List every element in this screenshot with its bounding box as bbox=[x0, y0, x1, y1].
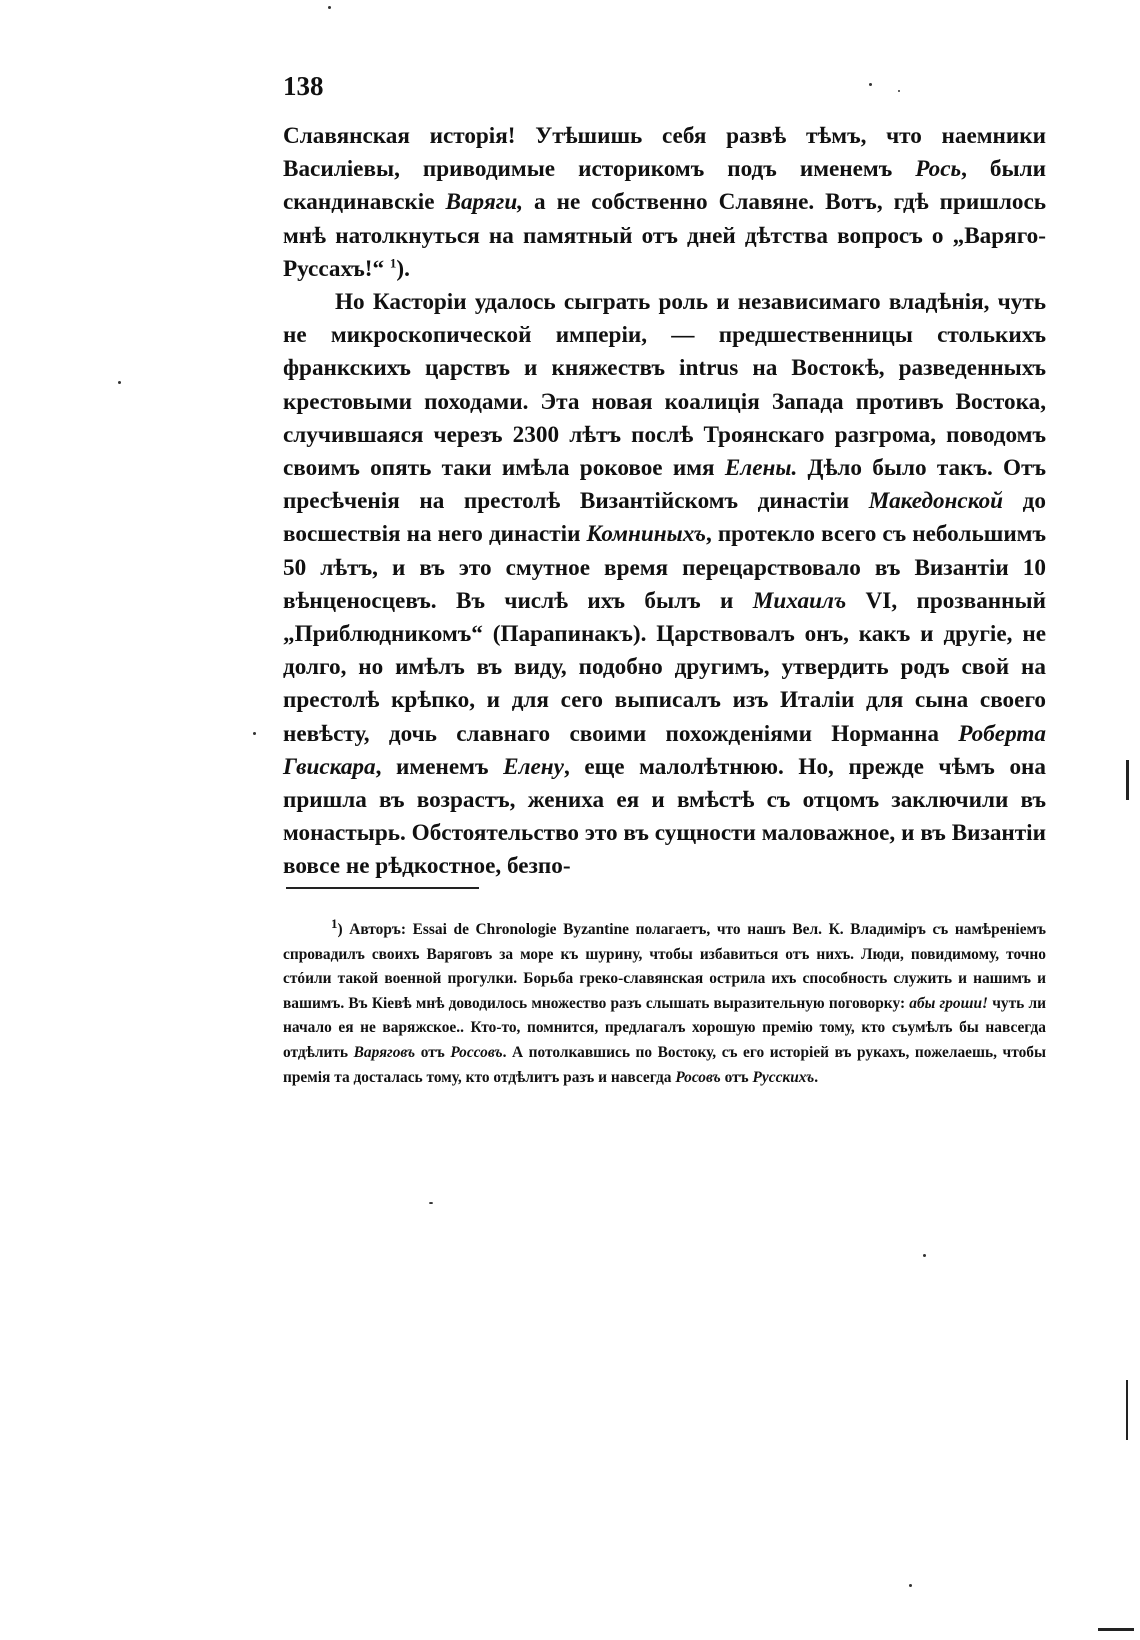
scan-speck bbox=[923, 1254, 926, 1257]
text-run: , именемъ bbox=[375, 753, 504, 780]
italic-text: Русскихъ bbox=[752, 1068, 815, 1086]
italic-text: Рось bbox=[915, 156, 962, 183]
paragraph-2 bbox=[283, 286, 1046, 884]
text-run: VI, прозванный „Приблюдникомъ“ (Парапинакъ). Царствовалъ онъ, какъ и другіе, не долго, но имѣлъ въ виду, подобно другимъ, утвердить родъ свой на престолѣ крѣпко, и для сего выписалъ изъ Италіи для сына своего невѣсту, дочь славнаго своими похожденіями Норманна bbox=[283, 587, 1046, 747]
text-run: , еще малолѣтнюю. Но, прежде чѣмъ она пришла въ возрастъ, жениха ея и вмѣстѣ съ отцомъ заключили въ монастырь. Обстоятельство это въ сущности маловажное, и въ Византіи вовсе не рѣдкостное, безпо- bbox=[283, 753, 1046, 880]
text-run: до восшествія на него династіи bbox=[283, 488, 1046, 548]
italic-text: Варяги, bbox=[445, 189, 524, 216]
scan-speck bbox=[869, 83, 872, 86]
italic-text: Росовъ bbox=[675, 1068, 721, 1086]
text-run: , были скандинавскіе bbox=[283, 156, 1046, 216]
scan-speck bbox=[253, 732, 256, 735]
scan-edge-line bbox=[1126, 1380, 1128, 1440]
scan-speck bbox=[118, 381, 121, 384]
italic-text: Македонской bbox=[868, 488, 1004, 515]
text-run: отъ bbox=[415, 1043, 451, 1061]
text-run: а не собственно Славяне. Вотъ, гдѣ пришлось мнѣ натолкнуться на памятный отъ дней дѣтства вопросъ о „Варяго-Руссахъ!“ bbox=[283, 189, 1046, 282]
footnote-rule bbox=[286, 887, 479, 889]
text-run: чуть ли начало ея не варяжское.. Кто-то, помнится, предлагалъ хорошую премію тому, кто съумѣлъ бы навсегда отдѣлить bbox=[283, 994, 1047, 1061]
italic-text: Россовъ bbox=[450, 1043, 503, 1061]
scan-speck bbox=[898, 90, 900, 92]
footnote-text bbox=[283, 915, 1047, 1090]
footnote-ref: 1 bbox=[331, 915, 338, 931]
italic-text: абы гроши! bbox=[909, 994, 989, 1012]
italic-text: Елены. bbox=[724, 455, 798, 482]
page-number: 138 bbox=[283, 71, 324, 101]
italic-text: Михаилъ bbox=[752, 587, 847, 614]
text-run: . bbox=[814, 1068, 819, 1086]
scan-edge-line bbox=[1098, 1628, 1134, 1631]
text-run: Но Касторіи удалось сыграть роль и независимаго владѣнія, чуть не микроскопической имперіи, — предшественницы столькихъ франкскихъ царствъ и княжествъ intrus на Востокѣ, разведенныхъ крестовыми походами. Эта новая коалиція Запада противъ Востока, случившаяся черезъ 2300 лѣтъ послѣ Троянскаго разгрома, поводомъ своимъ опять таки имѣла роковое имя bbox=[283, 289, 1046, 482]
body-text bbox=[283, 120, 1046, 884]
text-run: , протекло всего съ небольшимъ 50 лѣтъ, и въ это смутное время перецарствовало въ Византіи 10 вѣнценосцевъ. Въ числѣ ихъ былъ и bbox=[283, 521, 1046, 614]
italic-text: Варяговъ bbox=[353, 1043, 416, 1061]
italic-text: Роберта Гвискара bbox=[283, 720, 1046, 780]
footnote-ref: 1 bbox=[389, 255, 397, 271]
scan-speck bbox=[909, 1584, 912, 1587]
paragraph-1 bbox=[283, 120, 1046, 286]
scan-edge-line bbox=[1126, 760, 1129, 800]
scan-speck bbox=[328, 6, 331, 9]
text-run: Славянская исторія! Утѣшишь себя развѣ тѣмъ, что наемники Василіевы, приводимые историкомъ подъ именемъ bbox=[283, 123, 1046, 183]
scan-speck bbox=[429, 1202, 433, 1204]
text-run: ) Авторъ: Essai de Chronologie Byzantine полагаетъ, что нашъ Вел. К. Владиміръ съ намѣреніемъ спровадилъ своихъ Варяговъ за море къ шурину, чтобы избавиться отъ нихъ. Люди, повидимому, точно стóили такой военной прогулки. Борьба греко-славянская острила ихъ способность служить и нашимъ и вашимъ. Въ Кіевѣ мнѣ доводилось множество разъ слышать выразительную поговорку: bbox=[283, 921, 1046, 1012]
text-run: . А потолкавшись по Востоку, съ его исторіей въ рукахъ, пожелаешь, чтобы премія та досталась тому, кто отдѣлитъ разъ и навсегда bbox=[283, 1043, 1046, 1086]
text-run: отъ bbox=[720, 1068, 753, 1086]
text-run: ). bbox=[396, 255, 410, 282]
text-run: Дѣло было такъ. Отъ пресѣченія на престолѣ Византійскомъ династіи bbox=[283, 455, 1046, 515]
italic-text: Елену bbox=[503, 753, 564, 780]
italic-text: Комниныхъ bbox=[586, 521, 706, 548]
